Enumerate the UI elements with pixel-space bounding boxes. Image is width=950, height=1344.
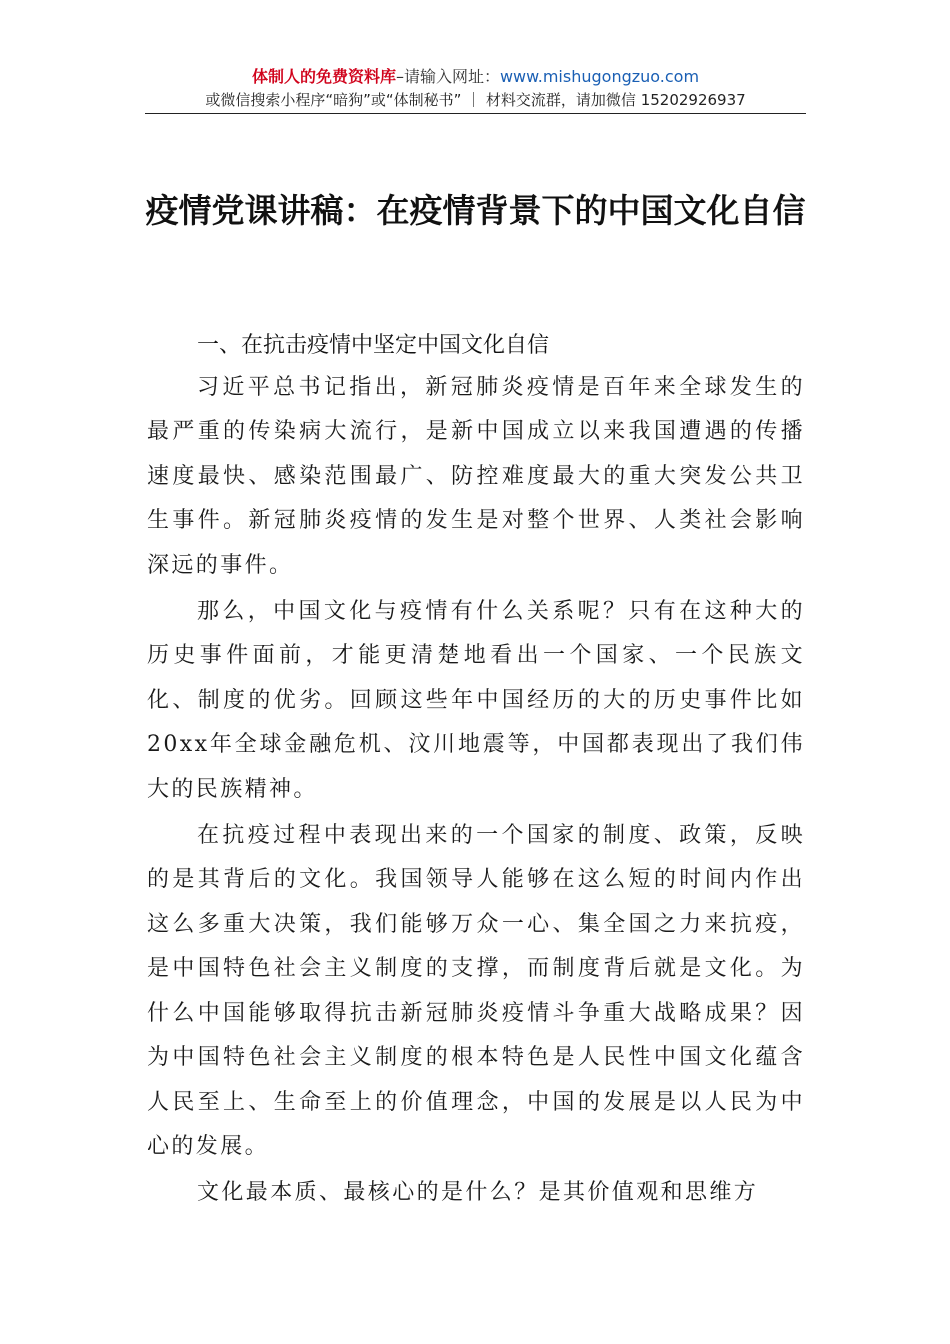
page-header (145, 66, 806, 114)
body-paragraph: 那么，中国文化与疫情有什么关系呢？只有在这种大的历史事件面前，才能更清楚地看出一个国家、一个民族文化、制度的优劣。回顾这些年中国经历的大的历史事件比如20xx年全球金融危机、汶川地震等，中国都表现出了我们伟大的民族精神。 (147, 599, 805, 802)
body-paragraph: 文化最本质、最核心的是什么？是其价值观和思维方 (197, 1180, 759, 1206)
header-site-line (145, 66, 806, 88)
document-body (147, 328, 805, 1216)
site-url-link[interactable]: www.mishugongzuo.com (499, 67, 700, 86)
header-contact-line: 或微信搜索小程序“暗狗”或“体制秘书” ｜ 材料交流群，请加微信 15202926937 (205, 91, 746, 109)
body-paragraph: 习近平总书记指出，新冠肺炎疫情是百年来全球发生的最严重的传染病大流行，是新中国成立以来我国遭遇的传播速度最快、感染范围最广、防控难度最大的重大突发公共卫生事件。新冠肺炎疫情的发生是对整个世界、人类社会影响深远的事件。 (147, 375, 805, 578)
body-paragraph: 在抗疫过程中表现出来的一个国家的制度、政策，反映的是其背后的文化。我国领导人能够在这么短的时间内作出这么多重大决策，我们能够万众一心、集全国之力来抗疫，是中国特色社会主义制度的支撑，而制度背后就是文化。为什么中国能够取得抗击新冠肺炎疫情斗争重大战略成果？因为中国特色社会主义制度的根本特色是人民性中国文化蕴含人民至上、生命至上的价值理念，中国的发展是以人民为中心的发展。 (147, 823, 805, 1159)
url-prompt: –请输入网址： (395, 67, 500, 86)
document-title: 疫情党课讲稿：在疫情背景下的中国文化自信 (145, 191, 806, 231)
header-divider (145, 113, 806, 114)
section-heading: 一、在抗击疫情中坚定中国文化自信 (197, 333, 550, 358)
site-name: 体制人的免费资料库 (251, 67, 396, 86)
